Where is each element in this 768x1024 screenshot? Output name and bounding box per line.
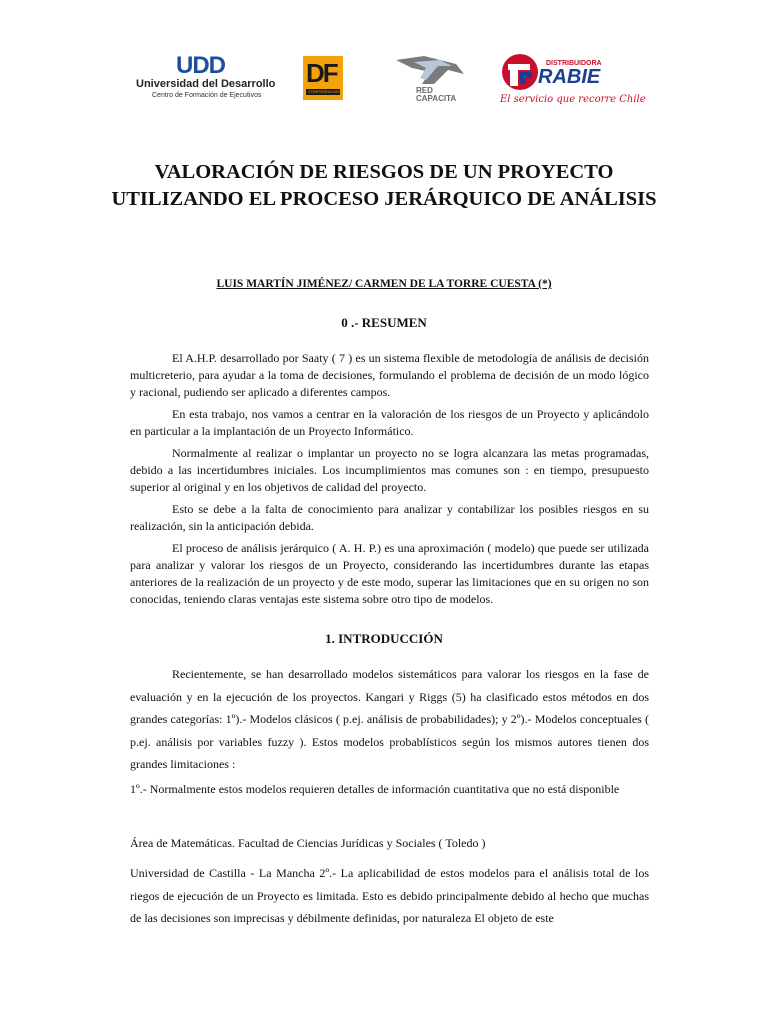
continuation-paragraph: Universidad de Castilla - La Mancha 2º.- La aplicabilidad de estos modelos para el análisis total de los riegos de ejecución de un Proyecto es limitada. Esto es debido principalmente debido al hecho que muchas de las decisiones son imprecisas y débilmente definidas, por naturaleza El objeto de este	[130, 866, 649, 925]
rabie-slogan: El servicio que recorre Chile	[500, 94, 646, 105]
authors: LUIS MARTÍN JIMÉNEZ/ CARMEN DE LA TORRE CUESTA (*)	[216, 278, 552, 290]
intro-paragraph: Recientemente, se han desarrollado modelos sistemáticos para valorar los riesgos en la fase de evaluación y en la ejecución de los proyectos. Kangari y Riggs (5) ha clasificado estos métodos en dos grandes categorías: 1º).- Modelos clásicos ( p.ej. análisis de probabilidades); y 2º).- Modelos conceptuales ( p.ej. análisis por variables fuzzy ). Estos modelos probablísticos según los mismos autores tienen dos grandes limitaciones :	[130, 667, 649, 771]
df-subtitle: CONFERENCIAS	[308, 89, 340, 94]
udd-subtitle: Centro de Formación de Ejecutivos	[152, 92, 262, 99]
introduccion-heading: 1. INTRODUCCIÓN	[325, 631, 443, 646]
document-title: VALORACIÓN DE RIESGOS DE UN PROYECTO UTILIZANDO EL PROCESO JERÁRQUICO DE ANÁLISIS	[111, 161, 657, 210]
udd-logo	[136, 50, 276, 100]
resumen-heading: 0 .- RESUMEN	[341, 315, 427, 330]
resumen-paragraph: El A.H.P. desarrollado por Saaty ( 7 ) es un sistema flexible de metodología de análisis de decisión multicreterio, para ayudar a la toma de decisiones, formulando el problema de decisión de un modo lógico y racional, pudiendo ser aplicado a diferentes campos.	[130, 351, 649, 399]
df-mark: DF	[306, 58, 337, 88]
rabie-distribuidora: DISTRIBUIDORA	[546, 60, 602, 67]
red-capacita-icon	[394, 54, 468, 88]
udd-name: Universidad del Desarrollo	[136, 78, 276, 90]
df-logo	[303, 56, 343, 100]
resumen-paragraph: El proceso de análisis jerárquico ( A. H. P.) es una aproximación ( modelo) que puede ser utilizada para analizar y valorar los riesgos de un Proyecto, considerando las incertidumbres durante las etapas anteriores de la realización de un proyecto y de este modo, superar las limitaciones que en su origen no son conocidas, teniendo claras ventajas este sistema sobre otro tipo de modelos.	[130, 541, 649, 606]
udd-mark: UDD	[176, 52, 225, 79]
red-label: RED	[416, 86, 433, 95]
sponsor-logos	[136, 50, 646, 112]
resumen-paragraph: Esto se debe a la falta de conocimiento para analizar y contabilizar los posibles riesgos en su realización, sin la anticipación debida.	[130, 502, 649, 533]
resumen-paragraph: En esta trabajo, nos vamos a centrar en la valoración de los riesgos de un Proyecto y aplicándolo en particular a la implantación de un Proyecto Informático.	[130, 407, 649, 438]
rabie-name: RABIE	[538, 66, 601, 88]
resumen-paragraph: Normalmente al realizar o implantar un proyecto no se logra alcanzara las metas programadas, debido a las incertidumbres iniciales. Los incumplimientos mas comunes son : en tiempo, presupuesto superior al original y en los objetivos de calidad del proyecto.	[130, 446, 649, 494]
rabie-emblem-icon	[500, 52, 540, 92]
red-capacita-logo	[394, 54, 468, 106]
limitation-1: 1º.- Normalmente estos modelos requieren detalles de información cuantitativa que no está disponible	[130, 782, 620, 796]
affiliation-note: Área de Matemáticas. Facultad de Ciencias Jurídicas y Sociales ( Toledo )	[130, 836, 486, 850]
capacita-label: CAPACITA	[416, 94, 457, 103]
rabie-logo	[498, 50, 646, 110]
